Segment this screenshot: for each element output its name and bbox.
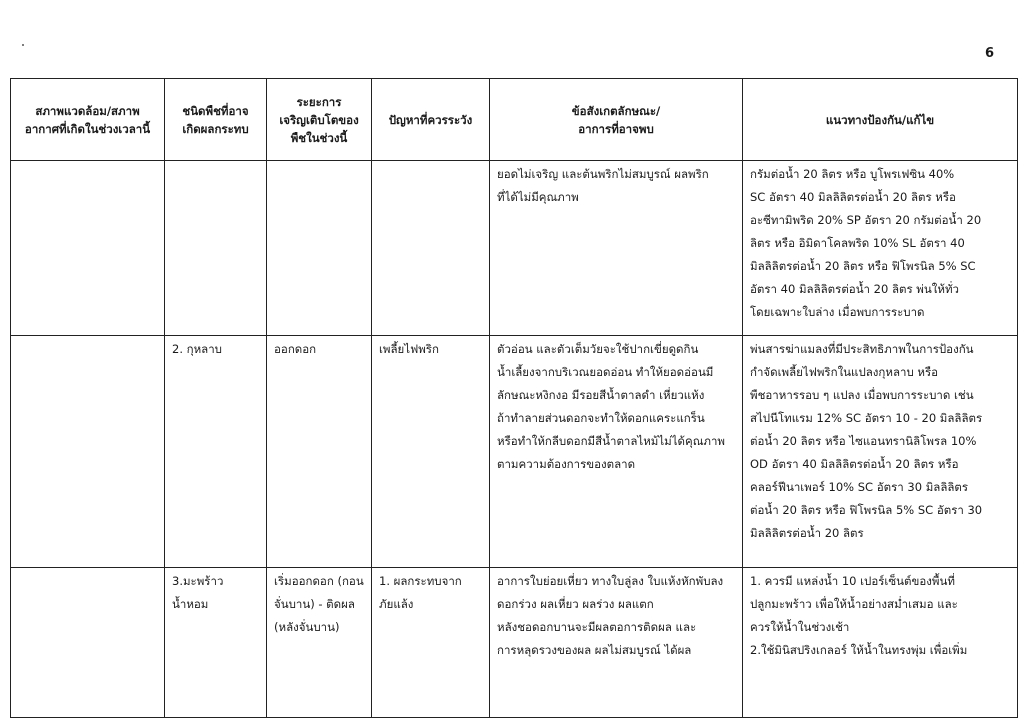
cell-problem [372,568,490,718]
cell-text-line: อะซีทามิพริด 20% SP อัตรา 20 กรัมต่อน้ำ 20 [750,213,982,227]
cell-text-line: ยอดไม่เจริญ และต้นพริกไม่สมบูรณ์ ผลพริก [497,167,709,181]
header-text-line: ข้อสังเกตลักษณะ/ [571,103,661,118]
header-problem-to-watch [372,79,490,161]
cell-text-line: ที่ได้ไม่มีคุณภาพ [497,190,579,204]
cell-text-line: กรัมต่อน้ำ 20 ลิตร หรือ บูโพรเฟซิน 40% [750,167,955,181]
cell-text-line: น้ำเลี้ยงจากบริเวณยอดอ่อน ทำให้ยอดอ่อนมี [497,365,714,379]
cell-text-line: ออกดอก [274,342,317,356]
cell-text-line: พ่นสารฆ่าแมลงที่มีประสิทธิภาพในการป้องกัน [750,342,974,356]
cell-text-line: ตัวอ่อน และตัวเต็มวัยจะใช้ปากเขี่ยดูดกิน [497,342,699,356]
cell-text-line: สไปนีโทแรม 12% SC อัตรา 10 - 20 มิลลิลิตร [750,411,983,425]
table-row [11,336,1018,568]
cell-crop [165,568,267,718]
header-text-line: เจริญเติบโตของ [279,112,359,127]
cell-text-line: หลังชอดอกบานจะมีผลตอการติดผล และ [497,620,697,634]
cell-environment [11,161,165,336]
cell-text-line: 3.มะพร้าว [172,574,224,588]
cell-text-line: พืชอาหารรอบ ๆ แปลง เมื่อพบการระบาด เช่น [750,388,974,402]
header-text-line: อาการที่อาจพบ [578,121,654,136]
cell-text-line: เริ่มออกดอก (กอน [274,574,364,588]
cell-text-line: ถ้าทำลายส่วนดอกจะทำให้ดอกแคระแกร็น [497,411,705,425]
scan-speck [22,44,24,46]
cell-text-line: การหลุดรวงของผล ผลไม่สมบูรณ์ ได้ผล [497,643,692,657]
page-number: 6 [985,46,995,61]
cell-environment [11,568,165,718]
cell-symptoms [490,568,743,718]
header-text-line: ปัญหาที่ควรระวัง [388,112,473,127]
cell-text-line: ต่อน้ำ 20 ลิตร หรือ ฟิโพรนิล 5% SC อัตรา 30 [750,503,983,517]
header-affected-crop [165,79,267,161]
header-text-line: ระยะการ [296,94,342,109]
cell-growth-stage [267,568,372,718]
cell-text-line: 1. ควรมี แหล่งน้ำ 10 เปอร์เซ็นต์ของพื้นที่ [750,574,955,588]
cell-growth-stage [267,336,372,568]
cell-text-line: จั่นบาน) - ติดผล [274,597,355,611]
header-text-line: เกิดผลกระทบ [182,121,249,136]
header-observed-symptoms [490,79,743,161]
cell-text-line: น้ำหอม [172,597,209,611]
cell-text-line: มิลลิลิตรต่อน้ำ 20 ลิตร [750,526,864,540]
header-text-line: อากาศที่เกิดในช่วงเวลานี้ [24,121,151,136]
cell-symptoms [490,336,743,568]
cell-text-line: มิลลิลิตรต่อน้ำ 20 ลิตร หรือ ฟิโพรนิล 5% SC [750,259,976,273]
cell-text-line: OD อัตรา 40 มิลลิลิตรต่อน้ำ 20 ลิตร หรือ [750,457,959,471]
cell-text-line: SC อัตรา 40 มิลลิลิตรต่อน้ำ 20 ลิตร หรือ [750,190,956,204]
table-row [11,161,1018,336]
table-header-row [11,79,1018,161]
crop-advisory-table [10,78,1018,718]
cell-text-line: ควรให้น้ำในช่วงเช้า [750,620,850,634]
cell-text-line: กำจัดเพลี้ยไฟพริกในแปลงกุหลาบ หรือ [750,365,939,379]
cell-prevention [743,336,1018,568]
cell-text-line: ลิตร หรือ อิมิดาโคลพริด 10% SL อัตรา 40 [750,236,965,250]
cell-text-line: 2. กุหลาบ [172,342,222,356]
header-text-line: พืชในช่วงนี้ [290,130,348,145]
header-text-line: สภาพแวดล้อม/สภาพ [35,103,140,118]
cell-text-line: ดอกร่วง ผลเหี่ยว ผลร่วง ผลแตก [497,597,654,611]
cell-text-line: 1. ผลกระทบจาก [379,574,462,588]
cell-text-line: (หลังจั่นบาน) [274,620,340,634]
cell-prevention [743,161,1018,336]
cell-text-line: คลอร์ฟีนาเพอร์ 10% SC อัตรา 30 มิลลิลิตร [750,480,969,494]
cell-text-line: อัตรา 40 มิลลิลิตรต่อน้ำ 20 ลิตร พ่นให้ทั่ว [750,282,959,296]
cell-text-line: ต่อน้ำ 20 ลิตร หรือ ไซแอนทรานิลิโพรล 10% [750,434,977,448]
cell-text-line: อาการใบย่อยเหี่ยว ทางใบลู่ลง ใบแห้งหักพับลง [497,574,724,588]
cell-problem [372,336,490,568]
header-text-line: แนวทางป้องกัน/แก้ไข [825,112,935,127]
cell-crop [165,161,267,336]
cell-environment [11,336,165,568]
table-body [11,161,1018,718]
cell-text-line: โดยเฉพาะใบล่าง เมื่อพบการระบาด [750,305,925,319]
header-text-line: ชนิดพืชที่อาจ [182,103,249,118]
header-growth-stage [267,79,372,161]
cell-text-line: เพลี้ยไฟพริก [379,342,439,356]
header-environment-weather [11,79,165,161]
cell-text-line: ตามความต้องการของตลาด [497,457,636,471]
cell-problem [372,161,490,336]
cell-text-line: ปลูกมะพร้าว เพื่อให้น้ำอย่างสม่ำเสมอ และ [750,597,958,611]
cell-crop [165,336,267,568]
cell-text-line: 2.ใช้มินิสปริงเกลอร์ ให้น้ำในทรงพุ่ม เพื่อเพิ่ม [750,643,968,657]
cell-text-line: หรือทำให้กลีบดอกมีสีน้ำตาลไหม้ไม่ได้คุณภาพ [497,434,725,448]
cell-text-line: ลักษณะหงิกงอ มีรอยสีน้ำตาลดำ เหี่ยวแห้ง [497,388,705,402]
table-row [11,568,1018,718]
cell-text-line: ภัยแล้ง [379,597,414,611]
cell-symptoms [490,161,743,336]
cell-prevention [743,568,1018,718]
cell-growth-stage [267,161,372,336]
header-prevention-solution [743,79,1018,161]
